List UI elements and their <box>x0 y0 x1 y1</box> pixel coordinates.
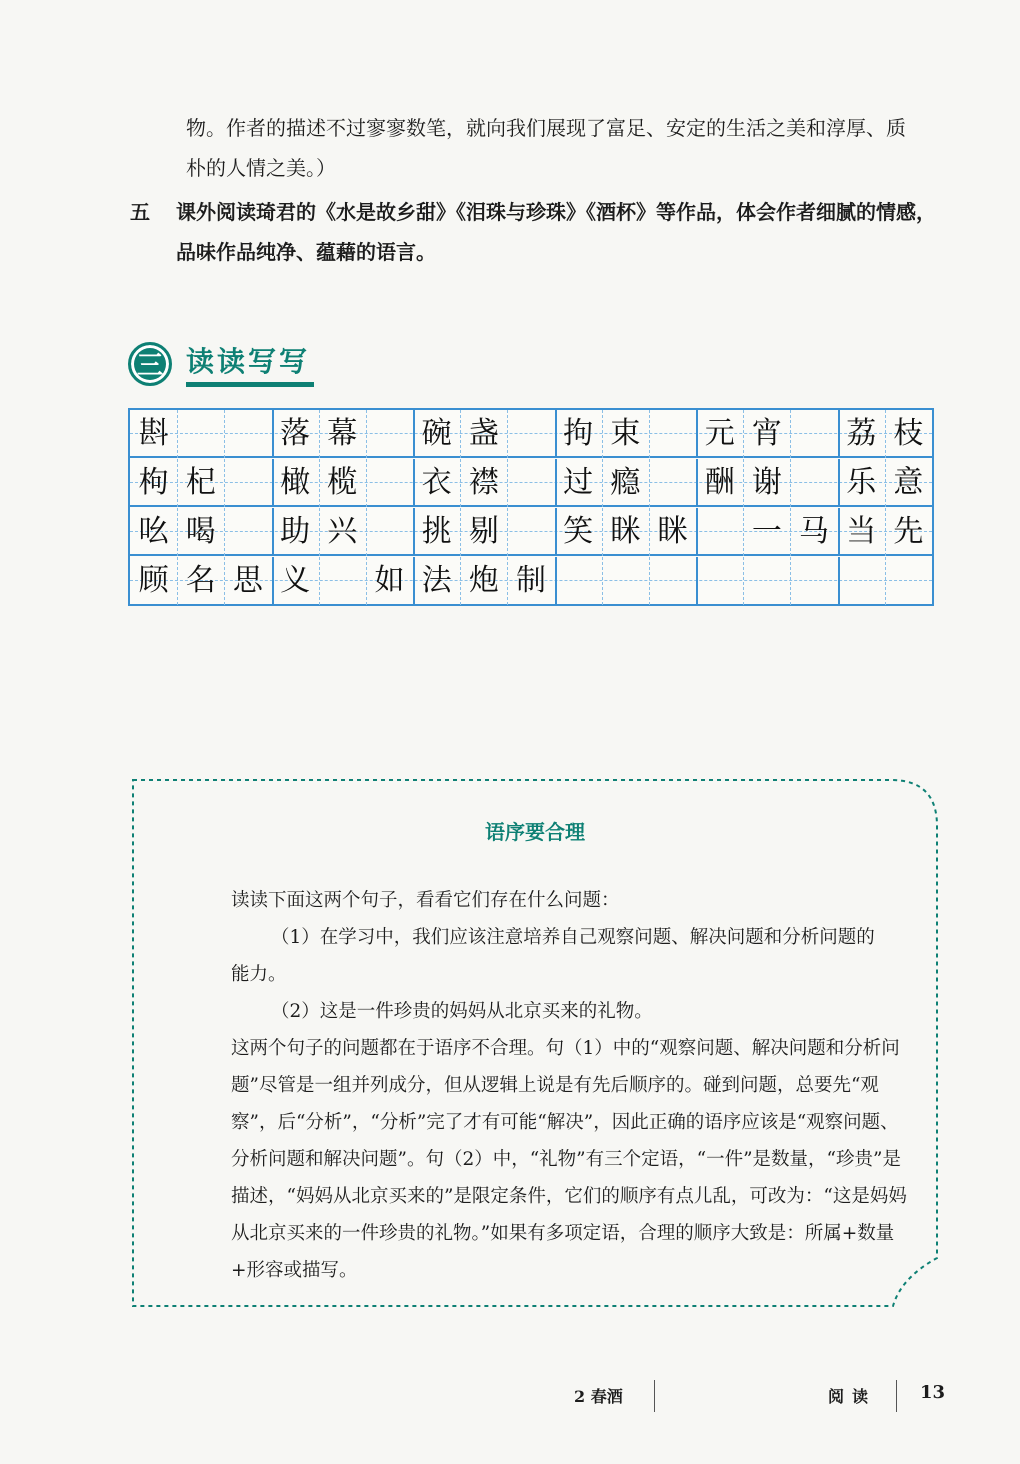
intro-line-2: 朴的人情之美。） <box>186 156 336 180</box>
vocab-character: 笑 <box>563 514 594 549</box>
vocab-cell <box>602 557 649 605</box>
vocab-cell <box>790 410 837 458</box>
vocab-character: 枝 <box>893 416 924 451</box>
vocab-cell <box>649 557 696 605</box>
vocab-character: 杞 <box>185 465 216 500</box>
vocab-row <box>130 459 932 507</box>
vocab-row <box>130 508 932 556</box>
vocab-character: 当 <box>846 514 877 549</box>
vocab-character: 盏 <box>468 416 499 451</box>
vocab-character: 剔 <box>468 514 499 549</box>
vocab-cell <box>507 410 554 458</box>
vocab-character: 义 <box>280 563 311 598</box>
vocab-character: 幕 <box>327 416 358 451</box>
vocab-character: 枸 <box>138 465 169 500</box>
exercise-number: 五 <box>130 200 150 224</box>
vocab-cell <box>224 459 271 507</box>
vocab-cell <box>743 557 790 605</box>
vocab-character: 斟 <box>138 416 169 451</box>
vocab-character: 名 <box>185 563 216 598</box>
vocab-character: 一 <box>751 514 782 549</box>
vocab-cell <box>696 508 743 556</box>
vocabulary-grid <box>128 408 934 606</box>
tip-box-body <box>231 882 915 1289</box>
vocab-cell <box>555 557 602 605</box>
vocab-cell <box>224 410 271 458</box>
vocab-cell <box>366 410 413 458</box>
vocab-character: 衣 <box>421 465 452 500</box>
vocab-character: 束 <box>610 416 641 451</box>
vocab-character: 炮 <box>468 563 499 598</box>
vocab-character: 元 <box>704 416 735 451</box>
vocab-cell <box>790 557 837 605</box>
vocab-cell <box>507 459 554 507</box>
vocab-character: 如 <box>374 563 405 598</box>
vocab-character: 眯 <box>610 514 641 549</box>
footer-lesson: 2 春酒 <box>574 1387 623 1406</box>
vocab-character: 酬 <box>704 465 735 500</box>
example-sentence-1-cont: 能力。 <box>231 964 287 985</box>
vocab-character: 襟 <box>468 465 499 500</box>
vocab-character: 瘾 <box>610 465 641 500</box>
tip-intro: 读读下面这两个句子，看看它们存在什么问题： <box>231 890 620 911</box>
footer-section: 阅读 <box>828 1387 877 1406</box>
vocab-character: 挑 <box>421 514 452 549</box>
vocab-character: 荔 <box>846 416 877 451</box>
vocab-character: 榄 <box>327 465 358 500</box>
section-title: 读读写写 <box>186 340 314 387</box>
vocab-row <box>130 410 932 458</box>
page-footer <box>0 1380 1020 1420</box>
vocab-cell <box>649 410 696 458</box>
vocab-cell <box>838 557 885 605</box>
section-number-badge: 三 <box>128 342 172 386</box>
vocab-cell <box>885 557 932 605</box>
vocab-character: 先 <box>893 514 924 549</box>
vocab-cell <box>649 459 696 507</box>
vocab-character: 意 <box>893 465 924 500</box>
tip-box-title: 语序要合理 <box>485 820 585 844</box>
vocab-character: 法 <box>421 563 452 598</box>
vocab-cell <box>366 508 413 556</box>
vocab-cell <box>366 459 413 507</box>
vocab-character: 眯 <box>657 514 688 549</box>
footer-divider <box>654 1380 655 1412</box>
example-sentence-2: （2）这是一件珍贵的妈妈从北京买来的礼物。 <box>271 1001 653 1022</box>
vocab-character: 马 <box>799 514 830 549</box>
footer-divider <box>896 1380 897 1412</box>
vocab-cell <box>177 410 224 458</box>
vocab-character: 乐 <box>846 465 877 500</box>
vocab-cell <box>790 459 837 507</box>
page-number: 13 <box>920 1382 946 1403</box>
vocab-cell <box>696 557 743 605</box>
section-header <box>128 340 314 387</box>
vocab-character: 宵 <box>751 416 782 451</box>
vocab-character: 橄 <box>280 465 311 500</box>
intro-line-1: 物。作者的描述不过寥寥数笔，就向我们展现了富足、安定的生活之美和淳厚、质 <box>186 116 906 140</box>
vocab-character: 吆 <box>138 514 169 549</box>
vocab-cell <box>319 557 366 605</box>
vocab-character: 兴 <box>327 514 358 549</box>
vocab-character: 顾 <box>138 563 169 598</box>
vocab-character: 制 <box>515 563 546 598</box>
vocab-character: 落 <box>280 416 311 451</box>
vocab-character: 喝 <box>185 514 216 549</box>
vocab-character: 过 <box>563 465 594 500</box>
vocab-character: 拘 <box>563 416 594 451</box>
vocab-character: 碗 <box>421 416 452 451</box>
vocab-cell <box>507 508 554 556</box>
intro-paragraph <box>130 108 940 272</box>
example-sentence-1: （1）在学习中，我们应该注意培养自己观察问题、解决问题和分析问题的 <box>271 927 875 948</box>
tip-explanation: 这两个句子的问题都在于语序不合理。句（1）中的“观察问题、解决问题和分析问题”尽管是一组并列成分，但从逻辑上说是有先后顺序的。碰到问题，总要先“观察”，后“分析”，“分析”完了才有可能“解决”，因此正确的语序应该是“观察问题、分析问题和解决问题”。句（2）中，“礼物”有三个定语，“一件”是数量，“珍贵”是描述，“妈妈从北京买来的”是限定条件，它们的顺序有点儿乱，可改为：“这是妈妈从北京买来的一件珍贵的礼物。”如果有多项定语，合理的顺序大致是：所属+数量+形容或描写。 <box>231 1038 907 1281</box>
tip-box <box>131 778 939 1308</box>
exercise-text: 课外阅读琦君的《水是故乡甜》《泪珠与珍珠》《酒杯》等作品，体会作者细腻的情感，品味作品纯净、蕴藉的语言。 <box>176 200 936 264</box>
vocab-character: 谢 <box>751 465 782 500</box>
vocab-cell <box>224 508 271 556</box>
vocab-character: 思 <box>232 563 263 598</box>
vocab-row <box>130 557 932 605</box>
exercise-item-5 <box>130 192 940 272</box>
vocab-character: 助 <box>280 514 311 549</box>
